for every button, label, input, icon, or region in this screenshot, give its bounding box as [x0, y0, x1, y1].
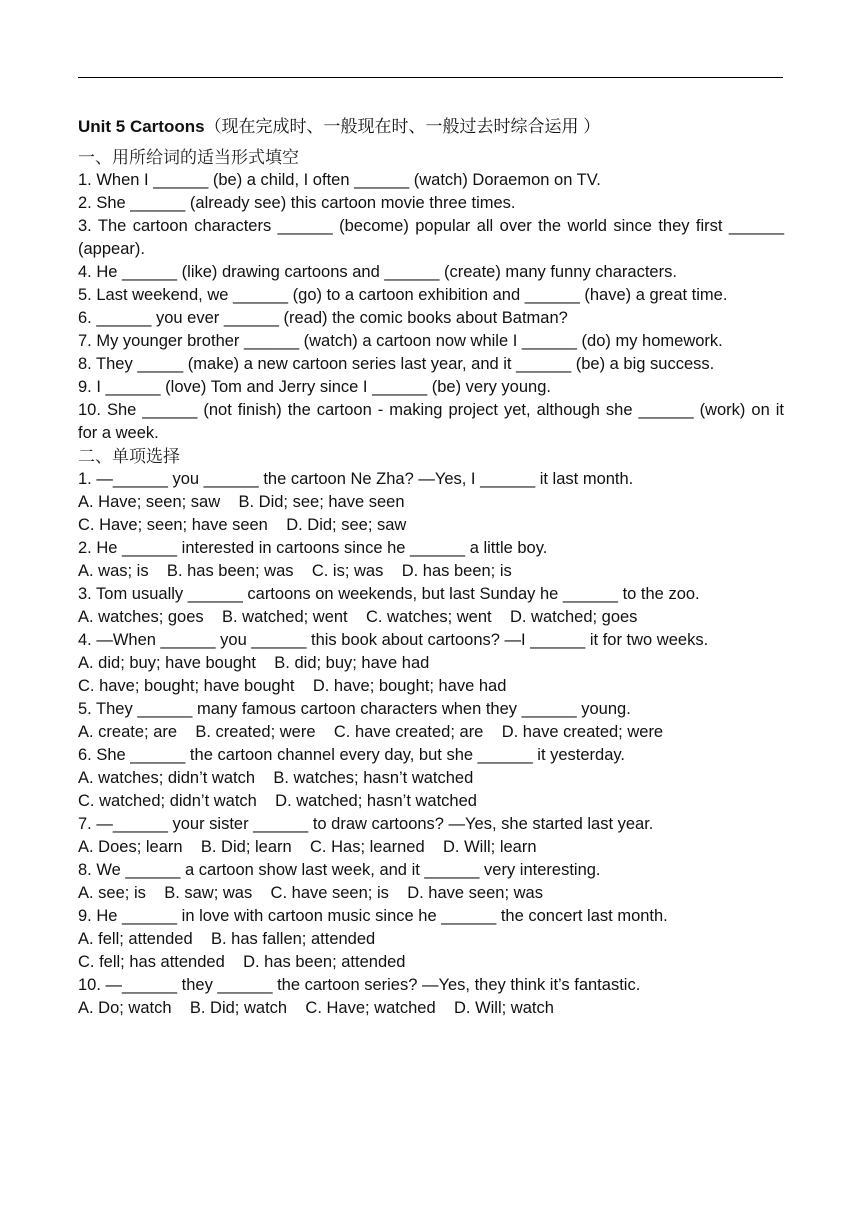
- mc-question: 3. Tom usually ______ cartoons on weekends, but last Sunday he ______ to the zoo.: [78, 585, 700, 603]
- fill-blank-item: 10. She ______ (not finish) the cartoon - making project yet, although she ______ (work) on it for a week.: [78, 401, 784, 442]
- mc-question: 1. —______ you ______ the cartoon Ne Zha? —Yes, I ______ it last month.: [78, 470, 634, 488]
- mc-options: A. see; is B. saw; was C. have seen; is D. have seen; was: [78, 884, 543, 902]
- mc-question: 10. —______ they ______ the cartoon series? —Yes, they think it’s fantastic.: [78, 976, 641, 994]
- mc-options: A. fell; attended B. has fallen; attended: [78, 930, 376, 948]
- mc-question: 2. He ______ interested in cartoons since he ______ a little boy.: [78, 539, 548, 557]
- mc-options: A. Does; learn B. Did; learn C. Has; learned D. Will; learn: [78, 838, 537, 856]
- mc-question: 5. They ______ many famous cartoon characters when they ______ young.: [78, 700, 631, 718]
- fill-blank-item: 1. When I ______ (be) a child, I often ______ (watch) Doraemon on TV.: [78, 171, 601, 189]
- fill-blank-item: 2. She ______ (already see) this cartoon movie three times.: [78, 194, 516, 212]
- fill-blank-item: 7. My younger brother ______ (watch) a cartoon now while I ______ (do) my homework.: [78, 332, 723, 350]
- mc-options: A. did; buy; have bought B. did; buy; have had: [78, 654, 430, 672]
- fill-blank-item: 5. Last weekend, we ______ (go) to a cartoon exhibition and ______ (have) a great time.: [78, 286, 728, 304]
- mc-question: 9. He ______ in love with cartoon music since he ______ the concert last month.: [78, 907, 668, 925]
- fill-blank-item: 3. The cartoon characters ______ (become) popular all over the world since they first ______ (appear).: [78, 217, 784, 258]
- fill-blank-item: 6. ______ you ever ______ (read) the comic books about Batman?: [78, 309, 568, 327]
- title-chinese: （现在完成时、一般现在时、一般过去时综合运用 ）: [204, 117, 601, 136]
- mc-question: 8. We ______ a cartoon show last week, and it ______ very interesting.: [78, 861, 601, 879]
- mc-options: C. watched; didn’t watch D. watched; hasn’t watched: [78, 792, 477, 810]
- section-2-heading: 二、单项选择: [78, 447, 180, 466]
- document-body: [78, 116, 784, 1020]
- mc-options: A. watches; didn’t watch B. watches; hasn’t watched: [78, 769, 474, 787]
- mc-options: C. fell; has attended D. has been; attended: [78, 953, 406, 971]
- header-rule: [78, 77, 783, 78]
- mc-question: 6. She ______ the cartoon channel every day, but she ______ it yesterday.: [78, 746, 626, 764]
- mc-options: A. Do; watch B. Did; watch C. Have; watched D. Will; watch: [78, 999, 554, 1017]
- fill-blank-item: 4. He ______ (like) drawing cartoons and ______ (create) many funny characters.: [78, 263, 677, 281]
- fill-blank-item: 9. I ______ (love) Tom and Jerry since I ______ (be) very young.: [78, 378, 551, 396]
- mc-question: 4. —When ______ you ______ this book about cartoons? —I ______ it for two weeks.: [78, 631, 709, 649]
- title-english: Unit 5 Cartoons: [78, 117, 205, 136]
- page-title: [78, 116, 784, 138]
- section-1-heading: 一、用所给词的适当形式填空: [78, 148, 299, 167]
- mc-options: C. have; bought; have bought D. have; bought; have had: [78, 677, 507, 695]
- mc-question: 7. —______ your sister ______ to draw cartoons? —Yes, she started last year.: [78, 815, 654, 833]
- mc-options: A. Have; seen; saw B. Did; see; have seen: [78, 493, 405, 511]
- mc-options: C. Have; seen; have seen D. Did; see; saw: [78, 516, 407, 534]
- mc-options: A. watches; goes B. watched; went C. watches; went D. watched; goes: [78, 608, 638, 626]
- fill-blank-item: 8. They _____ (make) a new cartoon series last year, and it ______ (be) a big success.: [78, 355, 715, 373]
- mc-options: A. create; are B. created; were C. have created; are D. have created; were: [78, 723, 664, 741]
- mc-options: A. was; is B. has been; was C. is; was D. has been; is: [78, 562, 512, 580]
